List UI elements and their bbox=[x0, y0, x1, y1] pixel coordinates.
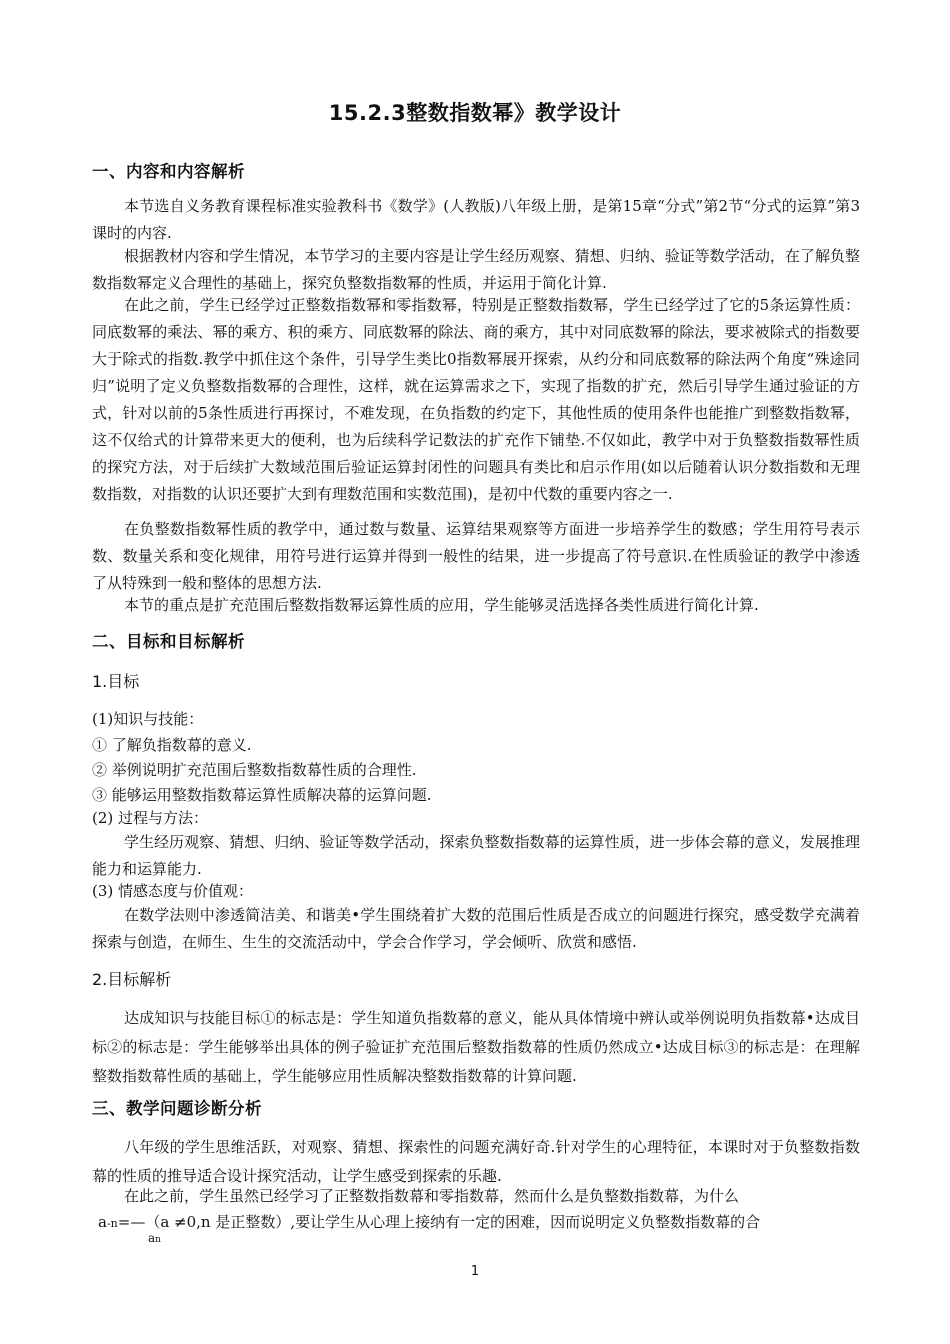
paragraph-number-sense: 在负整数指数幂性质的教学中，通过数与数量、运算结果观察等方面进一步培养学生的数感；学生用符号表示数、数量关系和变化规律，用符号进行运算并得到一般性的结果，进一步提高了符号意识.在性质验证的教学中渗透了从特殊到一般和整体的思想方法. bbox=[92, 520, 860, 592]
goal-process-heading: (2) 过程与方法： bbox=[92, 809, 209, 827]
goal-analysis-text: 达成知识与技能目标①的标志是：学生知道负指数幕的意义，能从具体情境中辨认或举例说明负指数幕•达成目标②的标志是：学生能够举出具体的例子验证扩充范围后整数指数幕的性质仍然成立•达成目标③的标志是：在理解整数指数幕性质的基础上，学生能够应用性质解决整数指数幕的计算问题. bbox=[92, 1009, 860, 1085]
subheading-goal-analysis: 2.目标解析 bbox=[92, 970, 172, 989]
section-heading-content: 一、内容和内容解析 bbox=[92, 162, 245, 181]
formula-line bbox=[98, 1209, 868, 1237]
formula-continuation: =—（a ≠0,n 是正整数）,要让学生从心理上接纳有一定的困难，因而说明定义负整数指数幕的合 bbox=[117, 1213, 761, 1231]
goal-attitude-text: 在数学法则中渗透简洁美、和谐美•学生围绕着扩大数的范围后性质是否成立的问题进行探究，感受数学充满着探索与创造，在师生、生生的交流活动中，学会合作学习，学会倾听、欣赏和感悟. bbox=[92, 906, 860, 951]
goal-process-text: 学生经历观察、猜想、归纳、验证等数学活动，探索负整数指数幕的运算性质，进一步体会幕的意义，发展推理能力和运算能力. bbox=[92, 833, 860, 878]
paragraph-student-traits: 八年级的学生思维活跃，对观察、猜想、探索性的问题充满好奇.针对学生的心理特征，本课时对于负整数指数幕的性质的推导适合设计探究活动，让学生感受到探索的乐趣. bbox=[92, 1138, 860, 1185]
paragraph-prior-knowledge: 在此之前，学生已经学过正整数指数幂和零指数幂，特别是正整数指数幂，学生已经学过了它的5条运算性质：同底数幂的乘法、幂的乘方、积的乘方、同底数幂的除法、商的乘方，其中对同底数幂的除法，要求被除式的指数要大于除式的指数.教学中抓住这个条件，引导学生类比0指数幂展开探索，从约分和同底数幂的除法两个角度“殊途同归”说明了定义负整数指数幂的合理性，这样，就在运算需求之下，实现了指数的扩充，然后引导学生通过验证的方式，针对以前的5条性质进行再探讨，不难发现，在负指数的约定下，其他性质的使用条件也能推广到整数指数幂，这不仅给式的计算带来更大的便利，也为后续科学记数法的扩充作下铺垫.不仅如此，教学中对于负整数指数幂性质的探究方法，对于后续扩大数域范围后验证运算封闭性的问题具有类比和启示作用(如以后随着认识分数指数和无理数指数，对指数的认识还要扩大到有理数范围和实数范围)，是初中代数的重要内容之一. bbox=[92, 296, 860, 503]
document-title: 15.2.3整数指数幂》教学设计 bbox=[328, 101, 622, 125]
goal-knowledge-item-1: ① 了解负指数幕的意义. bbox=[92, 736, 252, 754]
paragraph-key-point: 本节的重点是扩充范围后整数指数幂运算性质的应用，学生能够灵活选择各类性质进行简化计算. bbox=[124, 596, 759, 614]
formula-exponent: -n bbox=[106, 1217, 118, 1230]
paragraph-negative-exponent-intro: 在此之前，学生虽然已经学习了正整数指数幕和零指数幕，然而什么是负整数指数幕，为什么 bbox=[124, 1187, 740, 1205]
formula-denominator: an bbox=[148, 1231, 161, 1245]
section-heading-diagnosis: 三、教学问题诊断分析 bbox=[92, 1099, 262, 1118]
paragraph-source: 本节选自义务教育课程标准实验教科书《数学》(人教版)八年级上册，是第15章“分式”第2节“分式的运算”第3课时的内容. bbox=[92, 197, 860, 242]
formula-base: a bbox=[98, 1213, 107, 1231]
goal-attitude-heading: (3) 情感态度与价值观： bbox=[92, 882, 254, 900]
section-heading-goals: 二、目标和目标解析 bbox=[92, 632, 245, 651]
goal-knowledge-heading: (1)知识与技能： bbox=[92, 710, 204, 728]
paragraph-main-content: 根据教材内容和学生情况，本节学习的主要内容是让学生经历观察、猜想、归纳、验证等数学活动，在了解负整数指数幂定义合理性的基础上，探究负整数指数幂的性质，并运用于简化计算. bbox=[92, 247, 860, 292]
page-number: 1 bbox=[470, 1264, 480, 1279]
subheading-goals: 1.目标 bbox=[92, 672, 140, 691]
goal-knowledge-item-3: ③ 能够运用整数指数幕运算性质解决幕的运算问题. bbox=[92, 786, 432, 804]
goal-knowledge-item-2: ② 举例说明扩充范围后整数指数幕性质的合理性. bbox=[92, 761, 417, 779]
